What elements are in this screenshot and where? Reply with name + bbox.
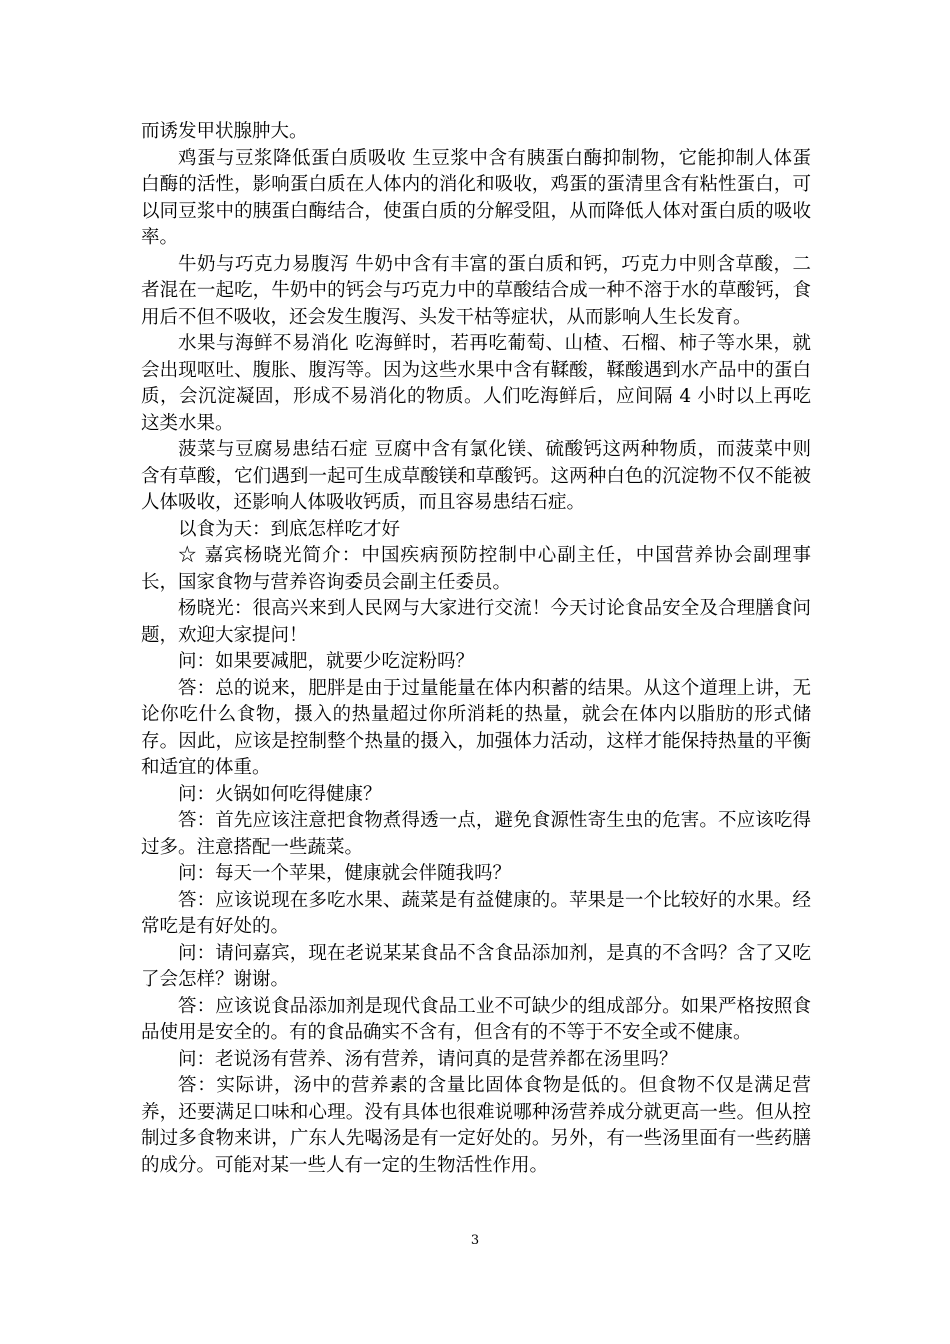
paragraph: 问：每天一个苹果，健康就会伴随我吗？ xyxy=(178,863,512,884)
paragraph: 答：实际讲，汤中的营养素的含量比固体食物是低的。但食物不仅是满足营养，还要满足口味和心理。没有具体也很难说哪种汤营养成分就更高一些。但从控制过多食物来讲，广东人先喝汤是有一定好处的。另外，有一些汤里面有一些药膳的成分。可能对某一些人有一定的生物活性作用。 xyxy=(141,1075,811,1176)
paragraph: 问：请问嘉宾，现在老说某某食品不含食品添加剂，是真的不含吗？含了又吃了会怎样？谢谢。 xyxy=(141,942,811,990)
paragraph: 答：应该说食品添加剂是现代食品工业不可缺少的组成部分。如果严格按照食品使用是安全的。有的食品确实不含有，但含有的不等于不安全或不健康。 xyxy=(141,995,811,1043)
document-body xyxy=(141,119,811,1179)
paragraph: 答：总的说来，肥胖是由于过量能量在体内积蓄的结果。从这个道理上讲，无论你吃什么食物，摄入的热量超过你所消耗的热量，就会在体内以脂肪的形式储存。因此，应该是控制整个热量的摄入，加强体力活动，这样才能保持热量的平衡和适宜的体重。 xyxy=(141,677,811,778)
paragraph: 问：如果要减肥，就要少吃淀粉吗？ xyxy=(178,651,475,672)
paragraph: 鸡蛋与豆浆降低蛋白质吸收 生豆浆中含有胰蛋白酶抑制物，它能抑制人体蛋白酶的活性，影响蛋白质在人体内的消化和吸收，鸡蛋的蛋清里含有粘性蛋白，可以同豆浆中的胰蛋白酶结合，使蛋白质的分解受阻，从而降低人体对蛋白质的吸收率。 xyxy=(141,147,811,248)
page-number: 3 xyxy=(470,1233,480,1248)
paragraph: 答：应该说现在多吃水果、蔬菜是有益健康的。苹果是一个比较好的水果。经常吃是有好处的。 xyxy=(141,889,811,937)
paragraph: 问：火锅如何吃得健康？ xyxy=(178,783,382,805)
paragraph: 而诱发甲状腺肿大。 xyxy=(141,121,308,142)
paragraph: 杨晓光：很高兴来到人民网与大家进行交流！今天讨论食品安全及合理膳食问题，欢迎大家提问！ xyxy=(141,598,811,646)
paragraph: 水果与海鲜不易消化 吃海鲜时，若再吃葡萄、山楂、石榴、柿子等水果，就会出现呕吐、腹胀、腹泻等。因为这些水果中含有鞣酸，鞣酸遇到水产品中的蛋白质，会沉淀凝固，形成不易消化的物质。人们吃海鲜后，应间隔 4 小时以上再吃这类水果。 xyxy=(141,333,811,434)
paragraph: 以食为天：到底怎样吃才好 xyxy=(178,518,401,540)
paragraph: 菠菜与豆腐易患结石症 豆腐中含有氯化镁、硫酸钙这两种物质，而菠菜中则含有草酸，它们遇到一起可生成草酸镁和草酸钙。这两种白色的沉淀物不仅不能被人体吸收，还影响人体吸收钙质，而且容易患结石症。 xyxy=(141,439,811,513)
paragraph: ☆ 嘉宾杨晓光简介：中国疾病预防控制中心副主任，中国营养协会副理事长，国家食物与营养咨询委员会副主任委员。 xyxy=(141,545,811,593)
paragraph: 牛奶与巧克力易腹泻 牛奶中含有丰富的蛋白质和钙，巧克力中则含草酸，二者混在一起吃，牛奶中的钙会与巧克力中的草酸结合成一种不溶于水的草酸钙，食用后不但不吸收，还会发生腹泻、头发干枯等症状，从而影响人生长发育。 xyxy=(141,253,811,328)
paragraph: 问：老说汤有营养、汤有营养，请问真的是营养都在汤里吗？ xyxy=(178,1048,678,1070)
paragraph: 答：首先应该注意把食物煮得透一点，避免食源性寄生虫的危害。不应该吃得过多。注意搭配一些蔬菜。 xyxy=(141,810,811,858)
